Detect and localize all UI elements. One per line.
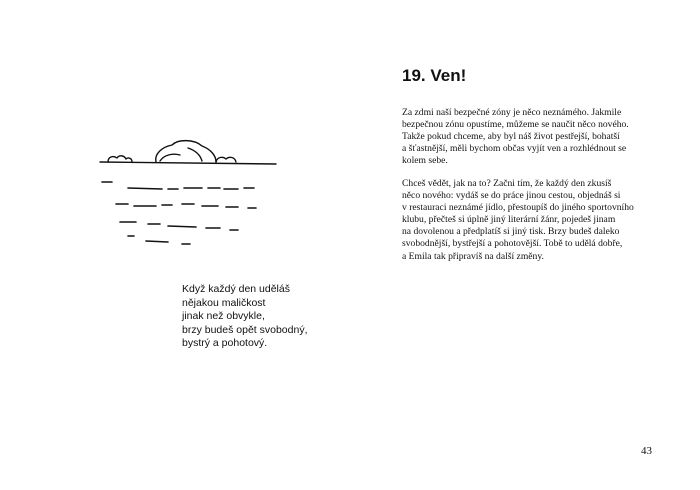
caption-line: brzy budeš opět svobodný,: [182, 323, 308, 336]
text-line: na dovolenou a předplatíš si jiný tisk. Brzy budeš daleko: [402, 226, 620, 238]
body-paragraph-2: [402, 178, 652, 263]
text-line: klubu, přečteš si úplně jiný literární žánr, pojedeš jinam: [402, 214, 616, 226]
illustration-caption: [182, 283, 382, 351]
text-line: a Emila tak připravíš na další změny.: [402, 250, 544, 262]
body-paragraph-1: [402, 107, 652, 167]
text-line: a šťastnější, měli bychom občas vyjít ven a rozhlédnout se: [402, 143, 627, 155]
text-line: bezpečnou zónu opustíme, můžeme se naučit něco nového.: [402, 119, 629, 131]
text-line: Za zdmi naší bezpečné zóny je něco neznámého. Jakmile: [402, 107, 622, 118]
emil-peeking-over-wall-illustration: [98, 128, 278, 258]
text-line: v restauraci neznámé jídlo, přestoupíš do jiného sportovního: [402, 202, 634, 214]
chapter-title: 19. Ven!: [402, 66, 467, 85]
page-number: 43: [641, 445, 652, 457]
caption-line: jinak než obvykle,: [182, 310, 265, 323]
caption-line: bystrý a pohotový.: [182, 337, 268, 350]
text-line: něco nového: vydáš se do práce jinou cestou, objednáš si: [402, 190, 621, 202]
text-line: svobodnější, bystřejší a pohotovější. Tobě to udělá dobře,: [402, 238, 623, 250]
text-line: Takže pokud chceme, aby byl náš život pestřejší, bohatší: [402, 131, 620, 143]
caption-line: nějakou maličkost: [182, 296, 266, 309]
text-line: Chceš vědět, jak na to? Začni tím, že každý den zkusíš: [402, 178, 612, 189]
text-line: kolem sebe.: [402, 155, 448, 167]
caption-line: Když každý den uděláš: [182, 283, 290, 295]
